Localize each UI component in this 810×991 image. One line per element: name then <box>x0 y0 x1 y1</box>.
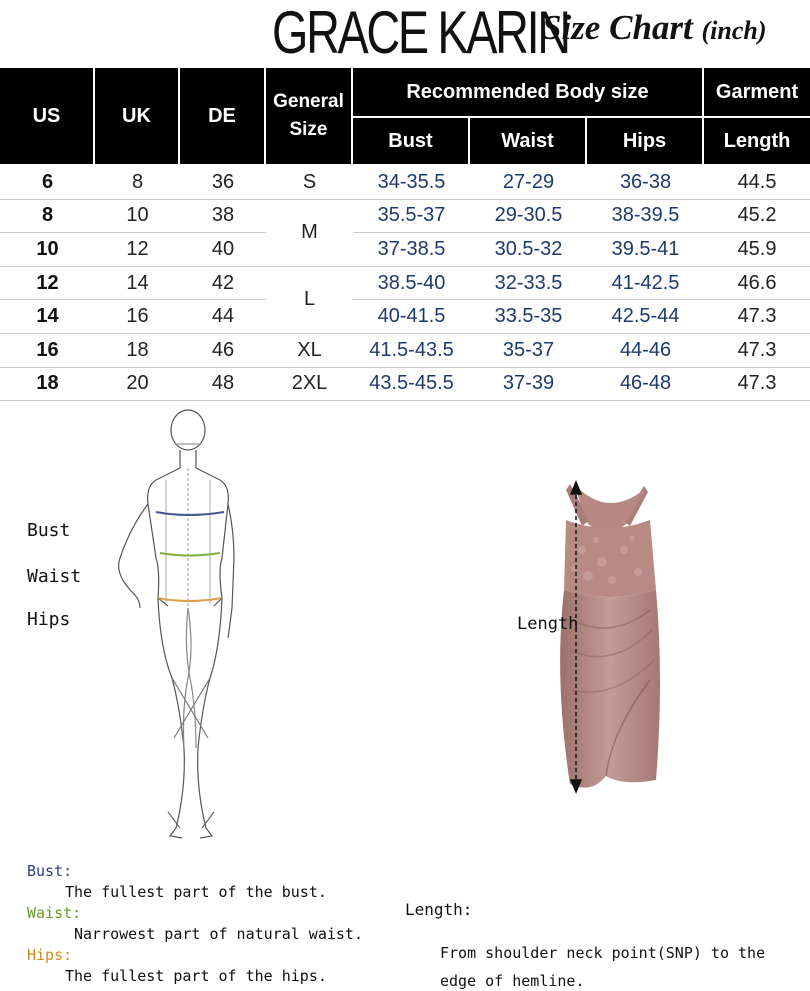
cell-waist: 30.5-32 <box>470 233 587 267</box>
cell-hips: 41-42.5 <box>587 267 704 301</box>
cell-length: 46.6 <box>704 267 810 301</box>
cell-waist: 29-30.5 <box>470 200 587 234</box>
waist-label: Waist <box>27 566 82 587</box>
cell-length: 45.2 <box>704 200 810 234</box>
header-de: DE <box>180 68 266 166</box>
hips-label: Hips <box>27 609 71 630</box>
cell-general: 2XL <box>266 368 353 402</box>
hips-note-desc: The fullest part of the hips. <box>65 967 327 985</box>
bust-label: Bust <box>27 520 71 541</box>
cell-de: 38 <box>180 200 266 234</box>
cell-general: L <box>266 267 353 334</box>
cell-us: 12 <box>0 267 95 301</box>
cell-length: 45.9 <box>704 233 810 267</box>
cell-uk: 14 <box>95 267 180 301</box>
cell-de: 48 <box>180 368 266 402</box>
cell-us: 14 <box>0 300 95 334</box>
cell-de: 40 <box>180 233 266 267</box>
table-row <box>0 200 810 234</box>
cell-length: 44.5 <box>704 166 810 200</box>
table-row <box>0 166 810 200</box>
dress-product-image <box>552 480 664 795</box>
length-note-desc-2: edge of hemline. <box>440 972 585 990</box>
cell-hips: 46-48 <box>587 368 704 402</box>
bust-note-key: Bust: <box>27 862 73 880</box>
cell-uk: 16 <box>95 300 180 334</box>
length-note-key: Length: <box>405 900 473 919</box>
bust-note-desc: The fullest part of the bust. <box>65 883 327 901</box>
waist-note-desc: Narrowest part of natural waist. <box>74 925 363 943</box>
cell-waist: 33.5-35 <box>470 300 587 334</box>
header-garment: Garment <box>704 68 810 118</box>
table-row <box>0 267 810 301</box>
cell-bust: 34-35.5 <box>353 166 470 200</box>
cell-bust: 41.5-43.5 <box>353 334 470 368</box>
header-general-line2: Size <box>289 119 328 140</box>
fashion-figure-illustration <box>110 408 255 846</box>
cell-hips: 39.5-41 <box>587 233 704 267</box>
length-note-desc-1: From shoulder neck point(SNP) to the <box>440 944 766 962</box>
hips-note-key: Hips: <box>27 946 73 964</box>
cell-uk: 18 <box>95 334 180 368</box>
cell-length: 47.3 <box>704 334 810 368</box>
cell-de: 44 <box>180 300 266 334</box>
length-label: Length <box>517 614 579 634</box>
cell-hips: 42.5-44 <box>587 300 704 334</box>
cell-bust: 38.5-40 <box>353 267 470 301</box>
cell-general: S <box>266 166 353 200</box>
cell-hips: 38-39.5 <box>587 200 704 234</box>
cell-us: 18 <box>0 368 95 402</box>
cell-bust: 43.5-45.5 <box>353 368 470 402</box>
header-bust: Bust <box>353 118 470 166</box>
cell-uk: 10 <box>95 200 180 234</box>
cell-us: 8 <box>0 200 95 234</box>
cell-us: 6 <box>0 166 95 200</box>
cell-hips: 44-46 <box>587 334 704 368</box>
cell-waist: 27-29 <box>470 166 587 200</box>
header <box>0 0 810 68</box>
chart-title-unit: (inch) <box>701 16 767 45</box>
table-row <box>0 368 810 402</box>
cell-uk: 12 <box>95 233 180 267</box>
cell-us: 10 <box>0 233 95 267</box>
header-hips: Hips <box>587 118 704 166</box>
header-recommended-body-size: Recommended Body size <box>353 68 704 118</box>
cell-uk: 20 <box>95 368 180 402</box>
cell-bust: 35.5-37 <box>353 200 470 234</box>
chart-title <box>542 8 767 48</box>
cell-length: 47.3 <box>704 300 810 334</box>
chart-title-text: Size Chart <box>542 8 693 47</box>
cell-waist: 32-33.5 <box>470 267 587 301</box>
cell-de: 46 <box>180 334 266 368</box>
cell-general: M <box>266 200 353 267</box>
header-general-line1: General <box>273 91 344 112</box>
cell-hips: 36-38 <box>587 166 704 200</box>
cell-bust: 37-38.5 <box>353 233 470 267</box>
cell-length: 47.3 <box>704 368 810 402</box>
cell-waist: 37-39 <box>470 368 587 402</box>
header-us: US <box>0 68 95 166</box>
cell-uk: 8 <box>95 166 180 200</box>
cell-de: 36 <box>180 166 266 200</box>
size-table <box>0 68 810 401</box>
waist-note-key: Waist: <box>27 904 82 922</box>
table-row <box>0 300 810 334</box>
brand-logo: GRACE KARIN <box>272 0 569 66</box>
cell-de: 42 <box>180 267 266 301</box>
table-row <box>0 334 810 368</box>
header-uk: UK <box>95 68 180 166</box>
header-general-size <box>266 68 353 166</box>
cell-bust: 40-41.5 <box>353 300 470 334</box>
header-waist: Waist <box>470 118 587 166</box>
cell-waist: 35-37 <box>470 334 587 368</box>
cell-general: XL <box>266 334 353 368</box>
header-length: Length <box>704 118 810 166</box>
cell-us: 16 <box>0 334 95 368</box>
table-row <box>0 233 810 267</box>
